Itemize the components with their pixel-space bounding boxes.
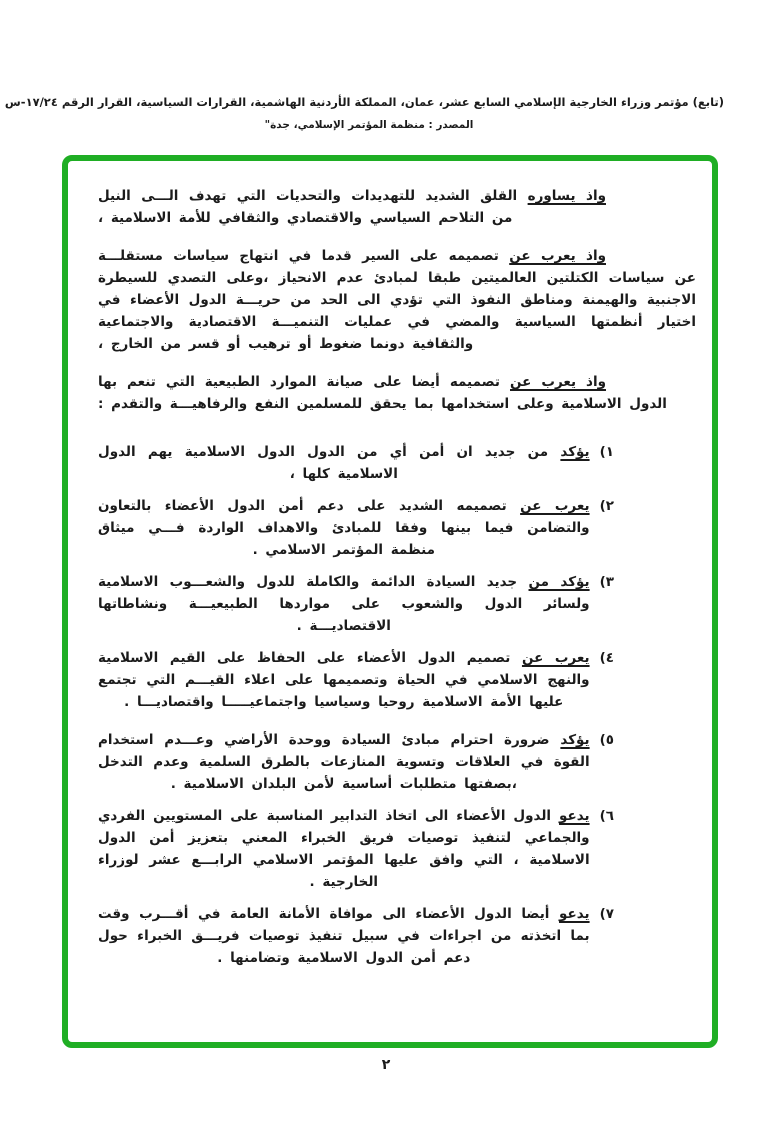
preamble-paragraphs (98, 185, 696, 415)
preamble-paragraph (98, 185, 696, 229)
preamble-paragraph (98, 371, 696, 415)
clause-body-text: الدول الأعضاء الى اتخاذ التدابير المناسبة على المستويين الفردي والجماعي لتنفيذ توصيات فريق الخبراء المعني بتعزيز أمن الدول الاسلامية ، التي وافق عليها المؤتمر الاسلامي الرابـــع عشر لوزراء الخارجية . (98, 808, 590, 890)
resolution-clause (98, 903, 696, 969)
resolution-clauses (98, 441, 696, 969)
clause-body-text: جديد السيادة الدائمة والكاملة للدول والشعـــوب الاسلامية ولسائر الدول والشعوب على مواردها الطبيعيـــة ونشاطاتها الاقتصاديـــة . (98, 574, 590, 634)
clause-number: ٦) (599, 808, 614, 824)
header-source: المصدر : منظمة المؤتمر الإسلامي، جدة" (264, 119, 474, 131)
clause-number: ٤) (599, 650, 614, 666)
clause-body-text: أيضا الدول الأعضاء الى موافاة الأمانة العامة في أقـــرب وقت بما اتخذته من اجراءات في سبيل تنفيذ توصيات فريـــق الخبراء حول دعم أمن الدول الاسلامية وتضامنها . (98, 906, 590, 966)
resolution-clause (98, 729, 696, 795)
clause-text (98, 805, 590, 893)
clause-lead-underlined: يعرب عن (520, 498, 590, 514)
clause-number: ٧) (599, 906, 614, 922)
resolution-clause (98, 571, 696, 637)
resolution-clause (98, 805, 696, 893)
paragraph-lead-underlined: واذ يعرب عن (510, 374, 606, 390)
clause-lead-underlined: يعرب عن (521, 650, 590, 666)
clause-body-text: تصميمه الشديد على دعم أمن الدول الأعضاء بالتعاون والتضامن فيما بينها وفقا للمبادئ والاهداف الواردة فـــي ميثاق منظمة المؤتمر الاسلامي . (98, 498, 590, 558)
clause-lead-underlined: يؤكد (560, 732, 590, 748)
page-number: ٢ (381, 1057, 391, 1073)
clause-text (98, 647, 590, 713)
clause-number: ٢) (599, 498, 614, 514)
paragraph-text: تصميمه أيضا على صيانة الموارد الطبيعية التي تنعم بها الدول الاسلامية وعلى استخدامها بما يحقق للمسلمين النفع والرفاهيـــة والتقدم : (98, 374, 667, 412)
clause-body-text: تصميم الدول الأعضاء على الحفاظ على القيم الاسلامية والنهج الاسلامي في الحياة وتصميمها على اعلاء القيـــم التي تجتمع عليها الأمة الاسلامية روحيا وسياسيا واجتماعيـــــا واقتصاديـــا . (98, 650, 590, 710)
clause-number: ٥) (599, 732, 614, 748)
clause-lead-underlined: يدعو (559, 906, 590, 922)
resolution-clause (98, 441, 696, 485)
clause-text (98, 441, 590, 485)
paragraph-lead-underlined: واذ يساوره (527, 188, 606, 204)
clause-text (98, 495, 590, 561)
clause-lead-underlined: يؤكد من (528, 574, 590, 590)
header-citation: (تابع) مؤتمر وزراء الخارجية الإسلامي السابع عشر، عمان، المملكة الأردنية الهاشمية، القرارات السياسية، القرار الرقم ١٧/٢٤-س (4, 95, 724, 109)
paragraph-lead-underlined: واذ يعرب عن (509, 248, 606, 264)
resolution-clause (98, 647, 696, 713)
clause-text (98, 729, 590, 795)
resolution-clause (98, 495, 696, 561)
clause-text (98, 903, 590, 969)
clause-text (98, 571, 590, 637)
content-border-box (62, 155, 718, 1048)
document-body (68, 161, 712, 1042)
clause-body-text: ضرورة احترام مبادئ السيادة ووحدة الأراضي وعـــدم استخدام القوة في العلاقات وتسوية المنازعات بالطرق السلمية وعدم التدخل ،بصفتها متطلبات أساسية لأمن البلدان الاسلامية . (98, 732, 590, 792)
clause-number: ١) (599, 444, 614, 460)
paragraph-text: القلق الشديد للتهديدات والتحديات التي تهدف الـــى النيل من التلاحم السياسي والاقتصادي والثقافي للأمة الاسلامية ، (98, 188, 528, 226)
clause-number: ٣) (599, 574, 614, 590)
clause-body-text: من جديد ان أمن أي من الدول الدول الاسلامية يهم الدول الاسلامية كلها ، (98, 444, 561, 482)
clause-lead-underlined: يدعو (559, 808, 590, 824)
preamble-paragraph (98, 245, 696, 355)
clause-lead-underlined: يؤكد (560, 444, 590, 460)
paragraph-text: تصميمه على السير قدما في انتهاج سياسات مستقلـــة عن سياسات الكتلتين العالميتين طبقا لمبادئ عدم الانحياز ،وعلى التصدي للسيطرة الاجنبية والهيمنة ومناطق النفوذ التي تؤدي الى الحد من حريـــة الدول الأعضاء في اختيار أنظمتها السياسية والمضي في عمليات التنميـــة الاقتصادية والاجتماعية والثقافية دونما ضغوط أو ترهيب أو قسر من الخارج ، (98, 248, 696, 352)
